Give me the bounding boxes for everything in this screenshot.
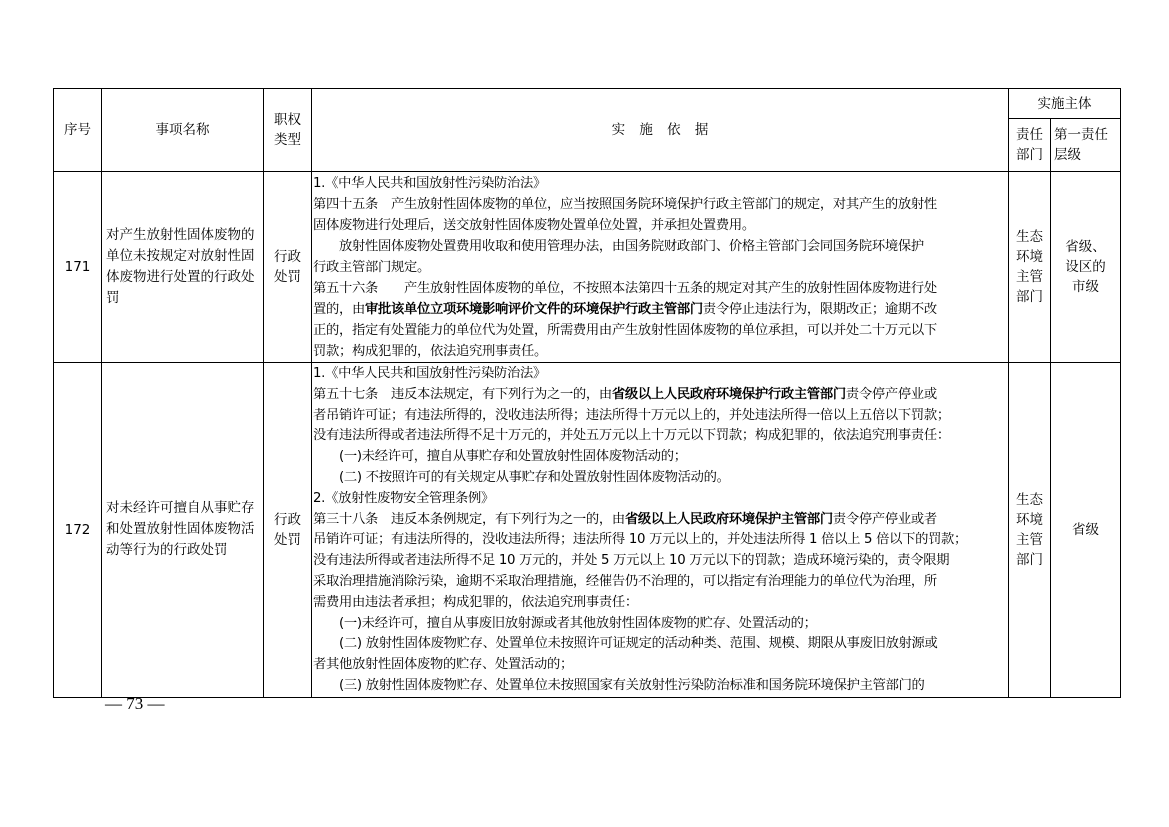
basis-text: 第五十六条 产生放射性固体废物的单位，不按照本法第四十五条的规定对其产生的放射性固体废物进行处 xyxy=(313,281,937,296)
table-row xyxy=(54,172,1121,363)
basis-text: (二) 不按照许可的有关规定从事贮存和处置放射性固体废物活动的。 xyxy=(313,469,730,485)
row-no: 172 xyxy=(54,363,102,698)
row-no: 171 xyxy=(54,172,102,363)
basis-text: 没有违法所得或者违法所得不足十万元的，并处五万元以上十万元以下罚款；构成犯罪的，依法追究刑事责任： xyxy=(313,428,950,444)
basis-text: 罚款；构成犯罪的，依法追究刑事责任。 xyxy=(313,344,547,359)
row-name: 对产生放射性固体废物的单位未按规定对放射性固体废物进行处置的行政处罚 xyxy=(102,172,264,363)
basis-text: (二) 放射性固体废物贮存、处置单位未按照许可证规定的活动种类、范围、规模、期限从事废旧放射源或 xyxy=(313,636,938,652)
basis-line xyxy=(313,593,1008,614)
basis-line xyxy=(313,634,1008,655)
basis-line xyxy=(313,468,1008,489)
basis-text: 置的，由 xyxy=(313,302,365,317)
basis-text: 吊销许可证；有违法所得的，没收违法所得；违法所得 10 万元以上的，并处违法所得 1 倍以上 5 倍以下的罚款； xyxy=(313,532,968,548)
header-type: 职权类型 xyxy=(264,89,312,172)
basis-line xyxy=(313,341,1008,362)
row-dept: 生态环境主管部门 xyxy=(1009,363,1051,698)
row-name: 对未经许可擅自从事贮存和处置放射性固体废物活动等行为的行政处罚 xyxy=(102,363,264,698)
header-no: 序号 xyxy=(54,89,102,172)
table-row xyxy=(54,363,1121,698)
basis-line xyxy=(313,194,1008,215)
authority-emphasis: 省级以上人民政府环境保护行政主管部门 xyxy=(611,386,846,402)
basis-line xyxy=(313,426,1008,447)
basis-text: (三) 放射性固体废物贮存、处置单位未按照国家有关放射性污染防治标准和国务院环境保护主管部门的 xyxy=(313,677,925,693)
basis-text: 第三十八条 违反本条例规定，有下列行为之一的，由 xyxy=(313,511,625,527)
basis-text: 采取治理措施消除污染，逾期不采取治理措施，经催告仍不治理的，可以指定有治理能力的单位代为治理，所 xyxy=(313,573,937,589)
row-dept: 生态环境主管部门 xyxy=(1009,172,1051,363)
basis-text: 固体废物进行处理后，送交放射性固体废物处置单位处置，并承担处置费用。 xyxy=(313,218,755,233)
basis-line xyxy=(313,364,1008,385)
basis-line xyxy=(313,299,1008,320)
basis-line xyxy=(313,406,1008,427)
header-dept: 责任部门 xyxy=(1009,119,1051,172)
row-type: 行政处罚 xyxy=(264,363,312,698)
enforcement-table xyxy=(53,88,1121,698)
row-basis xyxy=(312,363,1009,698)
basis-line xyxy=(313,489,1008,510)
basis-text: 放射性固体废物处置费用收取和使用管理办法，由国务院财政部门、价格主管部门会同国务院环境保护 xyxy=(313,239,924,254)
basis-line xyxy=(313,320,1008,341)
basis-text: 者吊销许可证；有违法所得的，没收违法所得；违法所得十万元以上的，并处违法所得一倍以上五倍以下罚款； xyxy=(313,407,950,423)
row-type: 行政处罚 xyxy=(264,172,312,363)
basis-line xyxy=(313,447,1008,468)
row-basis xyxy=(312,172,1009,363)
page-number: — 73 — xyxy=(105,694,165,713)
basis-text: 1.《中华人民共和国放射性污染防治法》 xyxy=(313,176,547,191)
basis-text: 需费用由违法者承担；构成犯罪的，依法追究刑事责任： xyxy=(313,594,638,610)
basis-line xyxy=(313,655,1008,676)
basis-line xyxy=(313,278,1008,299)
basis-text: 责令停止违法行为，限期改正；逾期不改 xyxy=(702,302,937,317)
authority-emphasis: 省级以上人民政府环境保护主管部门 xyxy=(624,511,833,527)
header-name: 事项名称 xyxy=(102,89,264,172)
basis-text: 1.《中华人民共和国放射性污染防治法》 xyxy=(313,366,547,381)
basis-line xyxy=(313,614,1008,635)
basis-text: 责令停产停业或 xyxy=(845,386,937,402)
basis-text: 第五十七条 违反本法规定，有下列行为之一的，由 xyxy=(313,386,612,402)
row-level: 省级 xyxy=(1051,363,1121,698)
header-level: 第一责任层级 xyxy=(1051,119,1121,172)
basis-text: 2.《放射性废物安全管理条例》 xyxy=(313,490,495,506)
basis-text: 行政主管部门规定。 xyxy=(313,260,430,275)
basis-line xyxy=(313,385,1008,406)
basis-line xyxy=(313,257,1008,278)
basis-line xyxy=(313,530,1008,551)
basis-line xyxy=(313,572,1008,593)
basis-text: (一)未经许可，擅自从事废旧放射源或者其他放射性固体废物的贮存、处置活动的； xyxy=(313,615,817,631)
basis-line xyxy=(313,236,1008,257)
basis-text: 责令停产停业或者 xyxy=(832,511,937,527)
basis-text: 没有违法所得或者违法所得不足 10 万元的，并处 5 万元以上 10 万元以下的罚款；造成环境污染的，责令限期 xyxy=(313,553,950,569)
basis-line xyxy=(313,676,1008,697)
basis-text: 正的，指定有处置能力的单位代为处置，所需费用由产生放射性固体废物的单位承担，可以并处二十万元以下 xyxy=(313,323,937,338)
row-level: 省级、设区的市级 xyxy=(1051,172,1121,363)
basis-line xyxy=(313,510,1008,531)
basis-text: 者其他放射性固体废物的贮存、处置活动的； xyxy=(313,657,573,673)
header-basis: 实 施 依 据 xyxy=(312,89,1009,172)
basis-text: (一)未经许可，擅自从事贮存和处置放射性固体废物活动的； xyxy=(313,449,687,465)
basis-line xyxy=(313,173,1008,194)
basis-text: 第四十五条 产生放射性固体废物的单位，应当按照国务院环境保护行政主管部门的规定，对其产生的放射性 xyxy=(313,197,937,212)
header-subject: 实施主体 xyxy=(1009,89,1121,119)
authority-emphasis: 审批该单位立项环境影响评价文件的环境保护行政主管部门 xyxy=(365,302,703,317)
basis-line xyxy=(313,551,1008,572)
basis-line xyxy=(313,215,1008,236)
